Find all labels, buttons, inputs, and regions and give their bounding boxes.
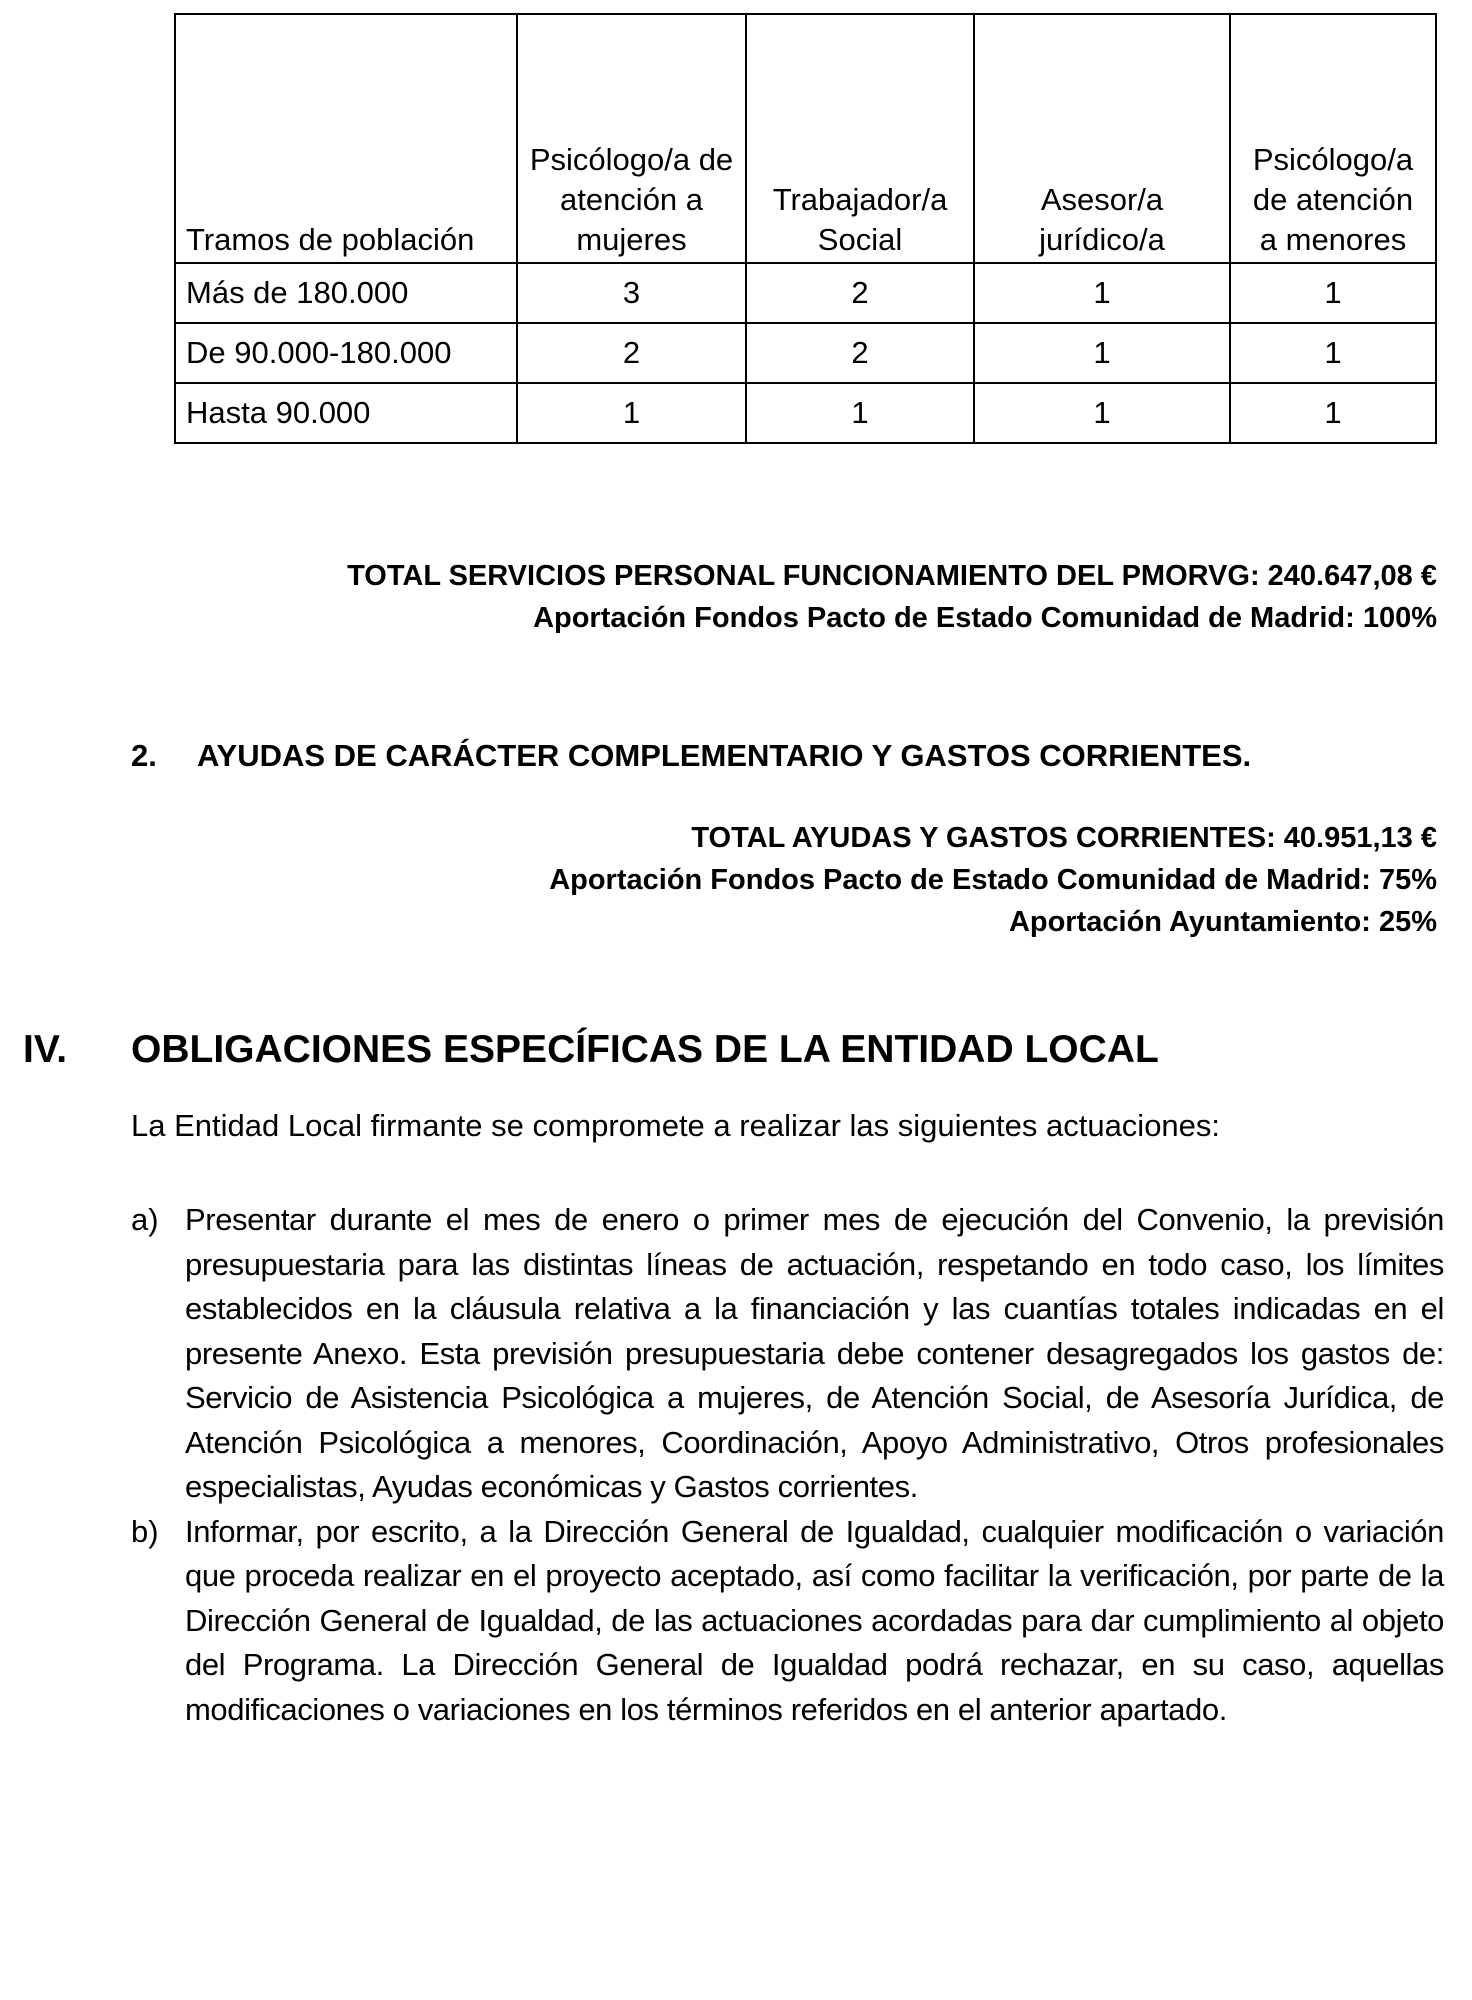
list-marker: b) xyxy=(131,1513,159,1549)
cell: 2 xyxy=(746,263,974,323)
cell: 1 xyxy=(1230,383,1436,443)
section-title: AYUDAS DE CARÁCTER COMPLEMENTARIO Y GASTOS CORRIENTES. xyxy=(197,738,1252,773)
staffing-table xyxy=(174,13,1437,444)
header-psicologo-mujeres: Psicólogo/a de atención a mujeres xyxy=(517,14,746,263)
list-item xyxy=(131,1510,1444,1733)
list-text: Presentar durante el mes de enero o primer mes de ejecución del Convenio, la previsión presupuestaria para las distintas líneas de actuación, respetando en todo caso, los límites establecidos en la cláusula relativa a la financiación y las cuantías totales indicadas en el presente Anexo. Esta previsión presupuestaria debe contener desagregados los gastos de: Servicio de Asistencia Psicológica a mujeres, de Atención Social, de Asesoría Jurídica, de Atención Psicológica a menores, Coordinación, Apoyo Administrativo, Otros profesionales especialistas, Ayudas económicas y Gastos corrientes. xyxy=(185,1202,1444,1504)
table-row xyxy=(175,383,1436,443)
list-item xyxy=(131,1198,1444,1510)
cell: 1 xyxy=(1230,323,1436,383)
aportacion-personal: Aportación Fondos Pacto de Estado Comunidad de Madrid: 100% xyxy=(533,602,1437,634)
cell: 1 xyxy=(974,323,1230,383)
section-title: OBLIGACIONES ESPECÍFICAS DE LA ENTIDAD LOCAL xyxy=(131,1028,1159,1071)
obligations-list xyxy=(131,1198,1444,1732)
header-asesor-juridico: Asesor/a jurídico/a xyxy=(974,14,1230,263)
list-text: Informar, por escrito, a la Dirección General de Igualdad, cualquier modificación o variación que proceda realizar en el proyecto aceptado, así como facilitar la verificación, por parte de la Dirección General de Igualdad, de las actuaciones acordadas para dar cumplimiento al objeto del Programa. La Dirección General de Igualdad podrá rechazar, en su caso, aquellas modificaciones o variaciones en los términos referidos en el anterior apartado. xyxy=(185,1513,1444,1727)
table-row xyxy=(175,263,1436,323)
section-number: 2. xyxy=(131,738,157,773)
header-psicologo-menores: Psicólogo/a de atención a menores xyxy=(1230,14,1436,263)
cell: De 90.000-180.000 xyxy=(175,323,517,383)
total-personal: TOTAL SERVICIOS PERSONAL FUNCIONAMIENTO DEL PMORVG: 240.647,08 € xyxy=(347,560,1437,592)
cell: 1 xyxy=(746,383,974,443)
header-trabajador-social: Trabajador/a Social xyxy=(746,14,974,263)
cell: 1 xyxy=(974,263,1230,323)
cell: 2 xyxy=(517,323,746,383)
cell: Más de 180.000 xyxy=(175,263,517,323)
cell: 1 xyxy=(1230,263,1436,323)
aportacion-ayudas-ayto: Aportación Ayuntamiento: 25% xyxy=(1008,906,1437,938)
section-2-heading xyxy=(131,738,1251,774)
table-header-row xyxy=(175,14,1436,263)
aportacion-ayudas-cm: Aportación Fondos Pacto de Estado Comunidad de Madrid: 75% xyxy=(549,864,1437,896)
cell: 3 xyxy=(517,263,746,323)
cell: 2 xyxy=(746,323,974,383)
cell: 1 xyxy=(517,383,746,443)
section-number: IV. xyxy=(23,1028,68,1071)
intro-paragraph: La Entidad Local firmante se compromete a realizar las siguientes actuaciones: xyxy=(131,1108,1221,1143)
cell: 1 xyxy=(974,383,1230,443)
list-marker: a) xyxy=(131,1202,159,1237)
table-row xyxy=(175,323,1436,383)
total-ayudas: TOTAL AYUDAS Y GASTOS CORRIENTES: 40.951,13 € xyxy=(691,822,1437,854)
section-4-heading xyxy=(23,1028,1159,1072)
header-tramos: Tramos de población xyxy=(175,14,517,263)
cell: Hasta 90.000 xyxy=(175,383,517,443)
